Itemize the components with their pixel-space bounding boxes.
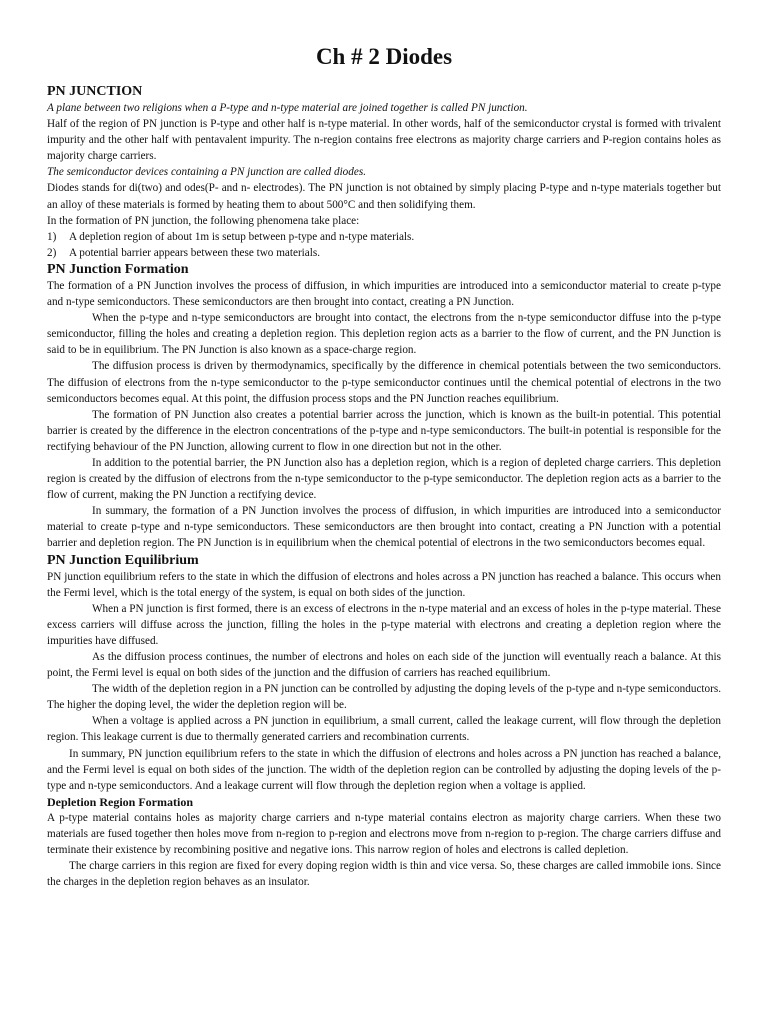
list-item bbox=[47, 229, 721, 245]
paragraph: The charge carriers in this region are fixed for every doping region width is thin and vice versa. So, these charges are called immobile ions. Since the charges in the depletion region behaves as an insulator. bbox=[47, 860, 721, 889]
definition-text: A plane between two religions when a P-type and n-type material are joined together is called PN junction. bbox=[47, 102, 528, 114]
paragraph: The formation of PN Junction also creates a potential barrier across the junction, which is known as the built-in potential. This potential barrier is created by the difference in the electron concentrations of the p-type and n-type semiconductors. The built-in potential is responsible for the rectifying behaviour of the PN Junction, allowing current to flow in one direction but not in the other. bbox=[47, 408, 721, 453]
list-item-text: A depletion region of about 1m is setup between p-type and n-type materials. bbox=[69, 230, 415, 243]
section-equilibrium bbox=[47, 552, 721, 794]
list-item bbox=[47, 245, 721, 261]
section-formation bbox=[47, 261, 721, 552]
paragraph: In summary, PN junction equilibrium refers to the state in which the diffusion of electrons and holes across a PN junction has reached a balance, and the Fermi level is equal on both sides of the junction. The width of the depletion region can be controlled by adjusting the doping levels of the p-type and n-type semiconductors. And a leakage current will flow through the depletion region when a voltage is applied. bbox=[47, 747, 721, 792]
paragraph: When the p-type and n-type semiconductors are brought into contact, the electrons from the n-type semiconductor diffuse into the p-type semiconductor, filling the holes and creating a depletion region. This depletion region acts as a barrier to the flow of current, and the PN Junction is said to be in equilibrium. The PN Junction is also known as a space-charge region. bbox=[47, 312, 721, 357]
paragraph: In summary, the formation of a PN Junction involves the process of diffusion, in which impurities are introduced into a semiconductor material to create p-type and n-type semiconductors. These semiconductors are then brought into contact, creating a PN Junction with a potential barrier and depletion region. The PN Junction is in equilibrium when the chemical potential of electrons in the two semiconductors becomes equal. bbox=[47, 505, 721, 550]
paragraph: The formation of a PN Junction involves the process of diffusion, in which impurities are introduced into a semiconductor material to create p-type and n-type semiconductors. These semiconductors are then brought into contact, creating a PN Junction. bbox=[47, 279, 721, 309]
paragraph: In addition to the potential barrier, the PN Junction also has a depletion region, which is a region of depleted charge carriers. This depletion region is created by the diffusion of electrons from the n-type semiconductor to the p-type semiconductor. The depletion region acts as a barrier to the flow of current, making the PN Junction a rectifying device. bbox=[47, 456, 721, 502]
subsection-heading: Depletion Region Formation bbox=[47, 794, 193, 809]
section-heading: PN Junction Equilibrium bbox=[47, 552, 199, 568]
paragraph: As the diffusion process continues, the number of electrons and holes on each side of the junction will eventually reach a balance. At this point, the Fermi level is equal on both sides of the junction and the diffusion of carriers has reached equilibrium. bbox=[47, 651, 721, 680]
paragraph: When a voltage is applied across a PN junction in equilibrium, a small current, called the leakage current, will flow through the depletion region. This leakage current is due to thermally generated carriers and recombination currents. bbox=[47, 715, 721, 744]
section-heading: PN Junction Formation bbox=[47, 261, 189, 277]
list-item-text: A potential barrier appears between these two materials. bbox=[69, 246, 320, 259]
paragraph: When a PN junction is first formed, there is an excess of electrons in the n-type material and an excess of holes in the p-type material. These excess carriers will diffuse across the junction, filling the holes in the p-type material with electrons and creating a depletion region where the impurities have diffused. bbox=[47, 602, 721, 647]
paragraph: Half of the region of PN junction is P-type and other half is n-type material. In other words, half of the semiconductor crystal is formed with trivalent impurity and the other half with pentavalent impurity. The n-region contains free electrons as majority charge carriers and P-region contains holes as majority charge carriers. bbox=[47, 118, 721, 163]
section-heading: PN JUNCTION bbox=[47, 84, 143, 99]
paragraph: PN junction equilibrium refers to the state in which the diffusion of electrons and holes across a PN junction has reached a balance. This occurs when the Fermi level, which is the total energy of the system, is equal on both sides of the junction. bbox=[47, 570, 721, 599]
phenomena-list bbox=[47, 229, 721, 261]
section-depletion bbox=[47, 794, 721, 890]
section-pn-junction bbox=[47, 83, 721, 261]
paragraph: The diffusion process is driven by thermodynamics, specifically by the difference in chemical potentials between the two semiconductors. The diffusion of electrons from the n-type semiconductor to the p-type semiconductor continues until the chemical potential of electrons in the two semiconductors becomes equal. At this point, the diffusion process stops and the PN Junction reaches equilibrium. bbox=[47, 360, 721, 405]
paragraph: A p-type material contains holes as majority charge carriers and n-type material contains electron as majority charge carriers. When these two materials are fused together then holes move from n-region to p-region and electrons move from n-region to p-region. The charge carriers diffuse and terminate their existence by recombining positive and negative ions. This narrow region of holes and electrons is called depletion. bbox=[47, 811, 721, 857]
paragraph: Diodes stands for di(two) and odes(P- and n- electrodes). The PN junction is not obtained by simply placing P-type and n-type materials together but an alloy of these materials is formed by heating them to about 500°C and then solidifying them. bbox=[47, 182, 721, 211]
list-number: 2) bbox=[47, 246, 57, 259]
paragraph: In the formation of PN junction, the following phenomena take place: bbox=[47, 214, 360, 227]
paragraph: The width of the depletion region in a PN junction can be controlled by adjusting the doping levels of the p-type and n-type semiconductors. The higher the doping level, the wider the depletion region will be. bbox=[47, 683, 721, 712]
definition-text: The semiconductor devices containing a PN junction are called diodes. bbox=[47, 166, 366, 179]
page-title: Ch # 2 Diodes bbox=[315, 44, 453, 69]
list-number: 1) bbox=[47, 230, 57, 243]
